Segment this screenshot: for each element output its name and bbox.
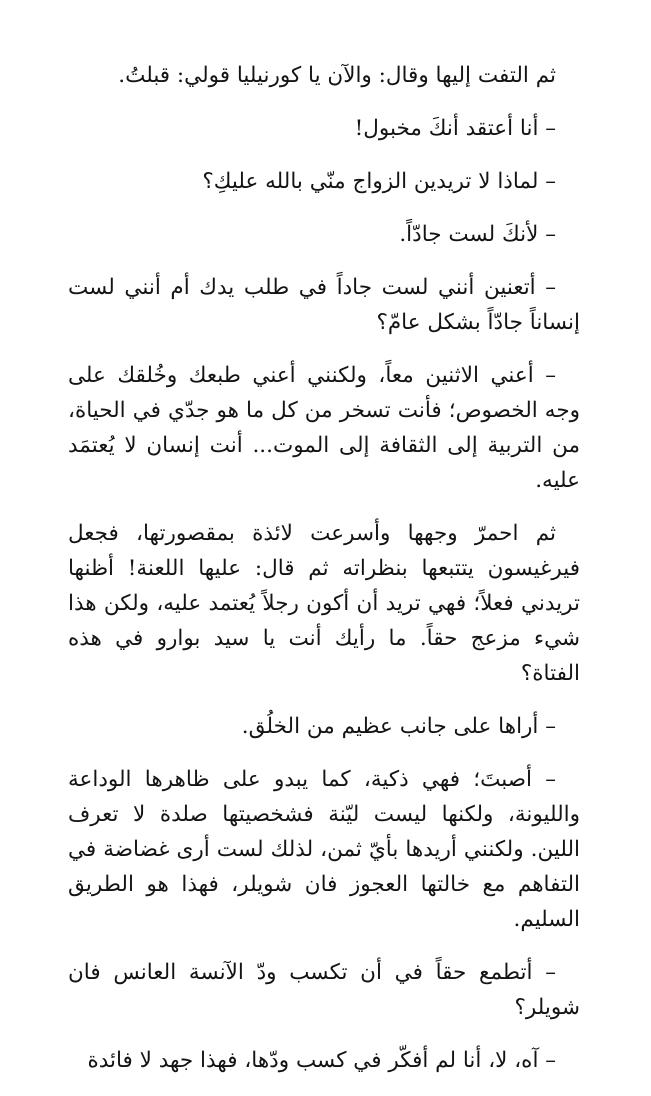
book-page — [68, 58, 580, 1096]
paragraph: – أتطمع حقاً في أن تكسب ودّ الآنسة العانس فان شويلر؟ — [68, 960, 580, 1020]
paragraph: – لأنكَ لست جادّاً. — [399, 222, 556, 247]
paragraph: – أراها على جانب عظيم من الخلُق. — [241, 714, 556, 739]
paragraph: – أتعنين أنني لست جاداً في طلب يدك أم أنني لست إنساناً جادّاً بشكل عامّ؟ — [68, 275, 580, 335]
paragraph: – أنا أعتقد أنكَ مخبول! — [354, 116, 556, 141]
paragraph: – لماذا لا تريدين الزواج منّي بالله عليكِ؟ — [202, 169, 556, 194]
paragraph: ثم احمرّ وجهها وأسرعت لائذة بمقصورتها، فجعل فيرغيسون يتتبعها بنظراته ثم قال: عليها اللعنة! أظنها تريدني فعلاً؛ فهي تريد أن أكون رجلاً يُعتمد عليه، ولكن هذا شيء مزعج حقاً. ما رأيك أنت يا سيد بوارو في هذه الفتاة؟ — [68, 521, 580, 686]
paragraph: – أصبتَ؛ فهي ذكية، كما يبدو على ظاهرها الوداعة والليونة، ولكنها ليست ليّنة فشخصيتها صلدة لا تعرف اللين. ولكنني أريدها بأيّ ثمن، لذلك لست أرى غضاضة في التفاهم مع خالتها العجوز فان شويلر، فهذا هو الطريق السليم. — [68, 767, 580, 932]
paragraph: ثم التفت إليها وقال: والآن يا كورنيليا قولي: قبلتُ. — [118, 63, 556, 88]
paragraph: – آه، لا، أنا لم أفكّر في كسب ودّها، فهذا جهد لا فائدة — [87, 1048, 556, 1073]
paragraph: – أعني الاثنين معاً، ولكنني أعني طبعك وخُلقك على وجه الخصوص؛ فأنت تسخر من كل ما هو جدّي في الحياة، من التربية إلى الثقافة إلى الموت... أنت إنسان لا يُعتمَد عليه. — [68, 363, 580, 493]
